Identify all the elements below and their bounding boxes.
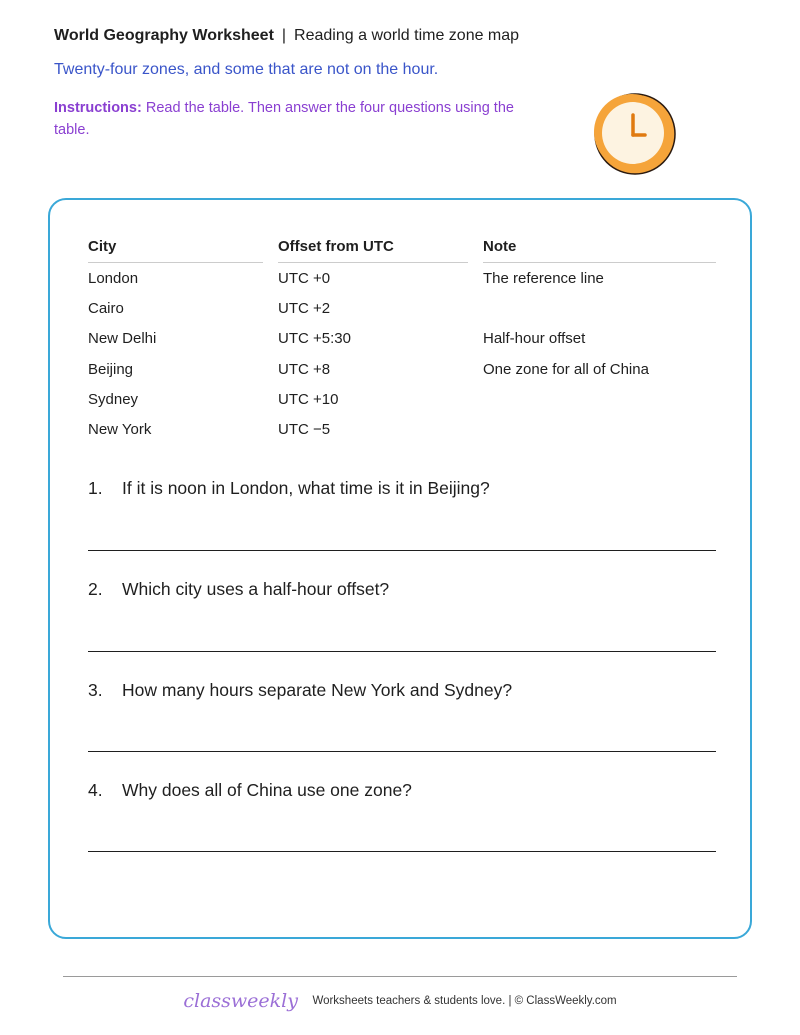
table-row [88, 421, 716, 451]
question-number: 2. [88, 579, 103, 599]
question-number: 4. [88, 780, 103, 800]
question-number: 1. [88, 478, 103, 498]
cell-city: Beijing [88, 361, 134, 378]
worksheet-header [54, 27, 519, 45]
question-3 [88, 680, 716, 701]
answer-line-4[interactable] [88, 851, 716, 852]
header-separator: | [281, 27, 287, 44]
footer [0, 990, 800, 1012]
cell-city: New York [88, 421, 152, 438]
question-2 [88, 579, 716, 600]
clock-icon [590, 93, 680, 179]
cell-offset: UTC +2 [278, 300, 331, 317]
question-text: Which city uses a half-hour offset? [122, 579, 390, 599]
column-header-city: City [88, 238, 263, 263]
question-text: How many hours separate New York and Sydney? [122, 680, 513, 700]
question-number: 3. [88, 680, 103, 700]
question-1 [88, 478, 716, 499]
answer-line-3[interactable] [88, 751, 716, 752]
table-row [88, 361, 716, 391]
cell-city: Cairo [88, 300, 124, 317]
cell-city: Sydney [88, 391, 139, 408]
cell-offset: UTC +5:30 [278, 330, 351, 347]
table-row [88, 270, 716, 300]
worksheet-subject: Reading a world time zone map [294, 27, 520, 44]
cell-offset: UTC −5 [278, 421, 331, 438]
table-row [88, 300, 716, 330]
question-4 [88, 780, 716, 801]
cell-offset: UTC +10 [278, 391, 339, 408]
cell-note: Half-hour offset [483, 330, 586, 347]
column-header-offset: Offset from UTC [278, 238, 468, 263]
footer-tagline: Worksheets teachers & students love. | © ClassWeekly.com [312, 995, 617, 1007]
cell-city: New Delhi [88, 330, 157, 347]
worksheet-subtitle: Twenty-four zones, and some that are not on the hour. [54, 61, 439, 78]
cell-note: One zone for all of China [483, 361, 649, 378]
cell-offset: UTC +0 [278, 270, 331, 287]
instructions-text: Read the table. Then answer the four questions using the table. [54, 100, 514, 138]
instructions [54, 97, 534, 141]
answer-line-2[interactable] [88, 651, 716, 652]
column-header-note: Note [483, 238, 716, 263]
footer-divider [63, 976, 737, 977]
question-text: Why does all of China use one zone? [122, 780, 412, 800]
instructions-label: Instructions: [54, 100, 142, 116]
cell-offset: UTC +8 [278, 361, 331, 378]
question-text: If it is noon in London, what time is it in Beijing? [122, 478, 490, 498]
cell-city: London [88, 270, 139, 287]
brand-logo: classweekly [183, 990, 298, 1012]
table-row [88, 391, 716, 421]
cell-note: The reference line [483, 270, 604, 287]
answer-line-1[interactable] [88, 550, 716, 551]
worksheet-title: World Geography Worksheet [54, 27, 274, 44]
table-row [88, 330, 716, 360]
worksheet-card [48, 198, 752, 939]
